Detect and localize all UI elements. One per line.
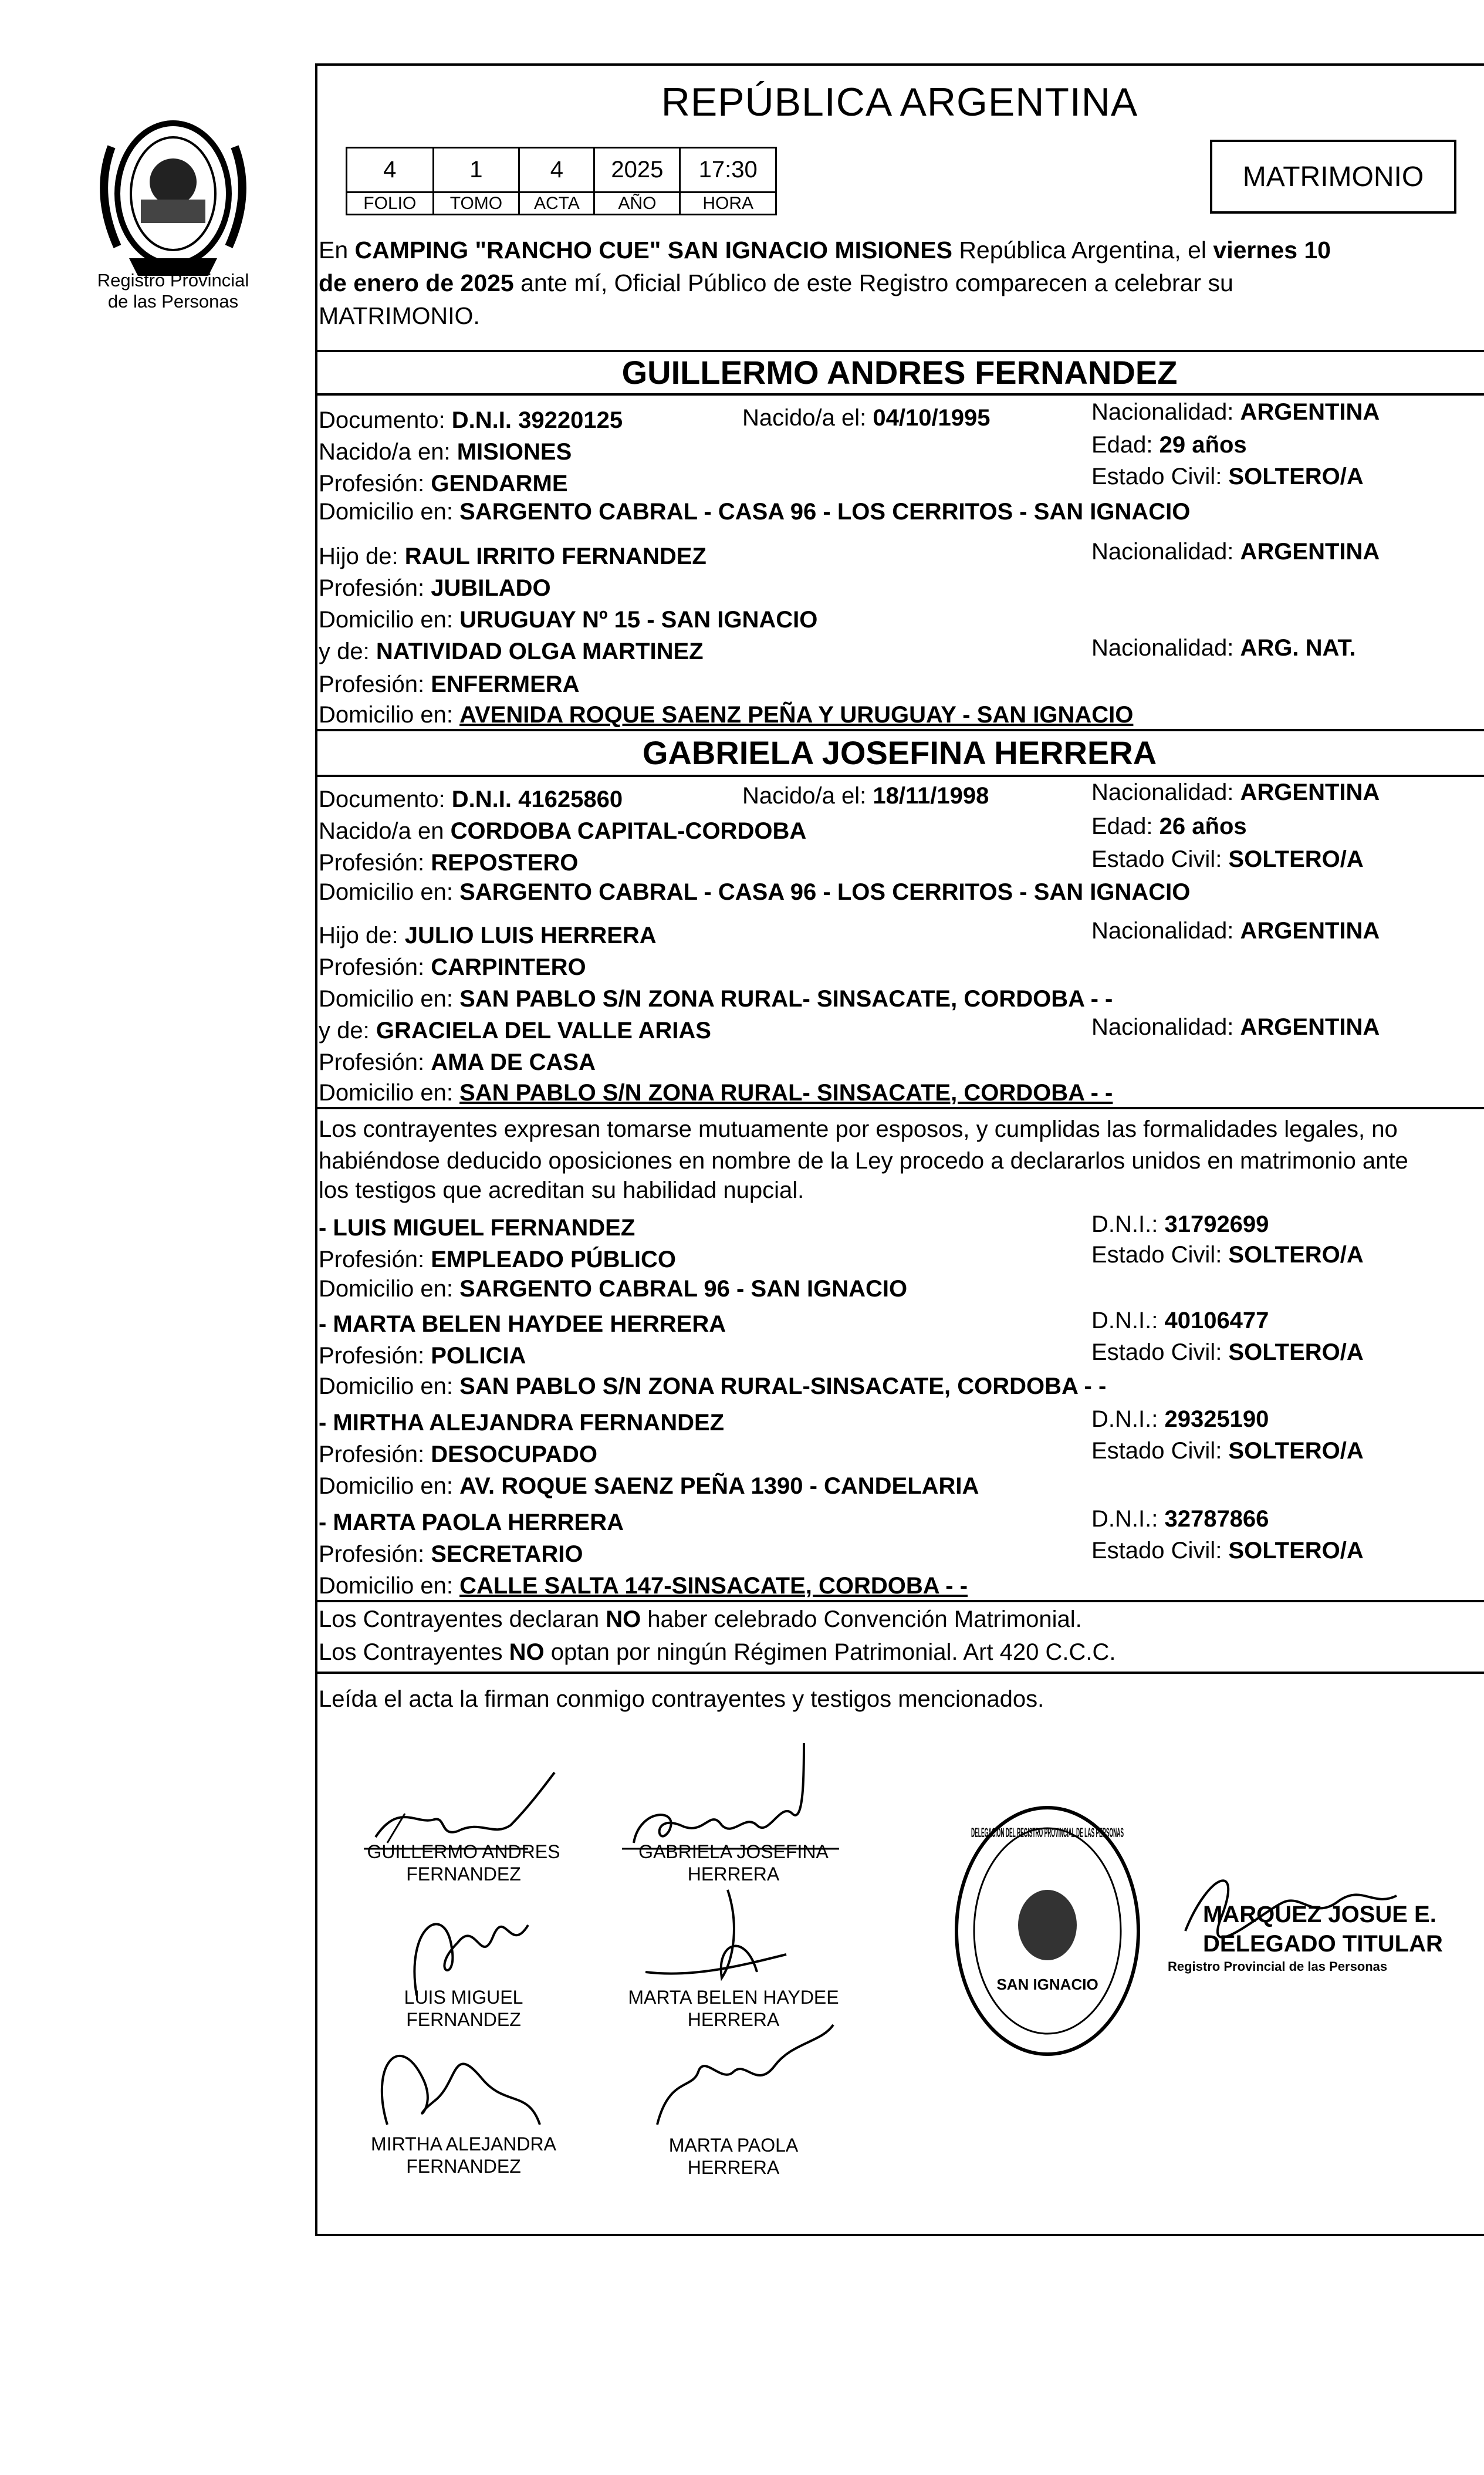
folio-label: FOLIO [347,193,434,215]
spouse1-name: GUILLERMO ANDRES FERNANDEZ [621,354,1178,391]
acta-label: ACTA [519,193,594,215]
spouse2-birthplace: Nacido/a en CORDOBA CAPITAL-CORDOBA [319,818,807,844]
signature-witness3 [352,2019,587,2136]
spouse1-born: Nacido/a el: 04/10/1995 [742,405,991,431]
spouse2-mother-nat: Nacionalidad: ARGENTINA [1091,1014,1380,1040]
spouse2-born: Nacido/a el: 18/11/1998 [742,783,989,809]
divider [315,775,1484,777]
folio-value: 4 [347,148,434,193]
tomo-label: TOMO [433,193,519,215]
witness1-home: Domicilio en: SARGENTO CABRAL 96 - SAN IGNACIO [319,1276,908,1302]
signature-witness2 [622,1878,845,1995]
divider [315,1107,1484,1109]
spouse1-doc: Documento: D.N.I. 39220125 [319,407,623,433]
intro-line-1: En CAMPING "RANCHO CUE" SAN IGNACIO MISIONES República Argentina, el viernes 10 [319,237,1331,264]
regime-line-1: Los Contrayentes declaran NO haber celebrado Convención Matrimonial. [319,1606,1082,1632]
official-name: MARQUEZ JOSUE E. [1203,1902,1436,1927]
page-title: REPÚBLICA ARGENTINA [661,80,1138,124]
declaration-line-2: habiéndose deducido oposiciones en nombre de la Ley procedo a declararlos unidos en matrimonio ante [319,1148,1408,1174]
spouse1-mother-nat: Nacionalidad: ARG. NAT. [1091,635,1356,661]
spouse2-prof: Profesión: REPOSTERO [319,850,579,876]
signature-witness4 [634,2007,857,2136]
signature-witness1 [364,1890,575,1995]
spouse1-birthplace: Nacido/a en: MISIONES [319,439,572,465]
spouse1-father-nat: Nacionalidad: ARGENTINA [1091,539,1380,565]
spouse1-age: Edad: 29 años [1091,432,1247,458]
witness3-dni: D.N.I.: 29325190 [1091,1406,1269,1432]
witness4-prof: Profesión: SECRETARIO [319,1541,583,1567]
spouse1-home: Domicilio en: SARGENTO CABRAL - CASA 96 - LOS CERRITOS - SAN IGNACIO [319,499,1191,525]
spouse1-mother-prof: Profesión: ENFERMERA [319,671,580,697]
spouse1-father: Hijo de: RAUL IRRITO FERNANDEZ [319,543,706,569]
divider [315,350,1484,352]
spouse1-civil: Estado Civil: SOLTERO/A [1091,464,1364,489]
witness1-dni: D.N.I.: 31792699 [1091,1211,1269,1237]
seal-inner-text: SAN IGNACIO [996,1976,1098,1993]
declaration-line-3: los testigos que acreditan su habilidad nupcial. [319,1177,804,1203]
divider [315,393,1484,396]
official-title: DELEGADO TITULAR [1203,1931,1443,1957]
province-emblem [76,112,270,288]
spouse2-mother: y de: GRACIELA DEL VALLE ARIAS [319,1018,711,1044]
spouse2-father-prof: Profesión: CARPINTERO [319,954,586,980]
witness1-prof: Profesión: EMPLEADO PÚBLICO [319,1247,677,1272]
witness3-name: - MIRTHA ALEJANDRA FERNANDEZ [319,1410,725,1436]
spouse1-mother-home: Domicilio en: AVENIDA ROQUE SAENZ PEÑA Y URUGUAY - SAN IGNACIO [319,702,1134,728]
acta-value: 4 [519,148,594,193]
witness4-name: - MARTA PAOLA HERRERA [319,1510,624,1535]
closing-line: Leída el acta la firman conmigo contrayentes y testigos mencionados. [319,1686,1044,1712]
spouse2-home: Domicilio en: SARGENTO CABRAL - CASA 96 - LOS CERRITOS - SAN IGNACIO [319,879,1191,905]
witness1-name: - LUIS MIGUEL FERNANDEZ [319,1215,635,1241]
witness3-prof: Profesión: DESOCUPADO [319,1441,597,1467]
hora-label: HORA [680,193,776,215]
witness2-home: Domicilio en: SAN PABLO S/N ZONA RURAL-SINSACATE, CORDOBA - - [319,1373,1107,1399]
witness4-dni: D.N.I.: 32787866 [1091,1506,1269,1532]
sig-label-witness3: MIRTHA ALEJANDRA FERNANDEZ [371,2133,556,2177]
spouse1-father-home: Domicilio en: URUGUAY Nº 15 - SAN IGNACIO [319,607,818,633]
registry-caption: Registro Provincial de las Personas [97,270,249,312]
record-grid [346,147,777,215]
official-org: Registro Provincial de las Personas [1168,1959,1388,1974]
sig-label-spouse2: GABRIELA JOSEFINA HERRERA [638,1841,829,1885]
sig-label-witness4: MARTA PAOLA HERRERA [668,2135,799,2178]
witness3-home: Domicilio en: AV. ROQUE SAENZ PEÑA 1390 - CANDELARIA [319,1473,979,1499]
witness2-civil: Estado Civil: SOLTERO/A [1091,1339,1364,1365]
divider [315,1672,1484,1674]
witness4-home: Domicilio en: CALLE SALTA 147-SINSACATE, CORDOBA - - [319,1573,968,1599]
witness2-dni: D.N.I.: 40106477 [1091,1308,1269,1333]
spouse1-nat: Nacionalidad: ARGENTINA [1091,399,1380,425]
hora-value: 17:30 [680,148,776,193]
declaration-line-1: Los contrayentes expresan tomarse mutuamente por esposos, y cumplidas las formalidades legales, no [319,1116,1398,1142]
regime-line-2: Los Contrayentes NO optan por ningún Régimen Patrimonial. Art 420 C.C.C. [319,1639,1116,1665]
witness1-civil: Estado Civil: SOLTERO/A [1091,1242,1364,1268]
spouse2-name: GABRIELA JOSEFINA HERRERA [642,734,1157,771]
spouse2-nat: Nacionalidad: ARGENTINA [1091,779,1380,805]
signature-spouse2 [616,1737,851,1855]
spouse2-father-nat: Nacionalidad: ARGENTINA [1091,918,1380,944]
anio-value: 2025 [594,148,680,193]
witness4-civil: Estado Civil: SOLTERO/A [1091,1538,1364,1564]
spouse2-mother-prof: Profesión: AMA DE CASA [319,1049,596,1075]
sig-label-spouse1: GUILLERMO ANDRES FERNANDEZ [367,1841,560,1885]
spouse2-doc: Documento: D.N.I. 41625860 [319,786,623,812]
witness3-civil: Estado Civil: SOLTERO/A [1091,1438,1364,1464]
sig-label-witness1: LUIS MIGUEL FERNANDEZ [404,1987,523,2030]
spouse2-age: Edad: 26 años [1091,813,1247,839]
intro-line-2: de enero de 2025 ante mí, Oficial Público de este Registro comparecen a celebrar su [319,269,1233,296]
spouse1-prof: Profesión: GENDARME [319,471,568,497]
spouse2-civil: Estado Civil: SOLTERO/A [1091,846,1364,872]
record-kind-box: MATRIMONIO [1210,140,1456,214]
spouse1-father-prof: Profesión: JUBILADO [319,575,551,601]
spouse2-father: Hijo de: JULIO LUIS HERRERA [319,923,657,948]
tomo-value: 1 [433,148,519,193]
divider [315,1600,1484,1602]
seal-ring-text: DELEGACION DEL REGISTRO PROVINCIAL DE LAS PERSONAS [971,1825,1124,1840]
witness2-name: - MARTA BELEN HAYDEE HERRERA [319,1311,726,1337]
intro-line-3: MATRIMONIO. [319,302,480,329]
spouse1-mother: y de: NATIVIDAD OLGA MARTINEZ [319,639,704,664]
sig-label-witness2: MARTA BELEN HAYDEE HERRERA [628,1987,839,2030]
divider [315,729,1484,731]
spouse2-mother-home: Domicilio en: SAN PABLO S/N ZONA RURAL- SINSACATE, CORDOBA - - [319,1080,1113,1106]
witness2-prof: Profesión: POLICIA [319,1343,526,1369]
registry-seal [951,1802,1144,2060]
anio-label: AÑO [594,193,680,215]
spouse2-father-home: Domicilio en: SAN PABLO S/N ZONA RURAL- SINSACATE, CORDOBA - - [319,986,1113,1012]
